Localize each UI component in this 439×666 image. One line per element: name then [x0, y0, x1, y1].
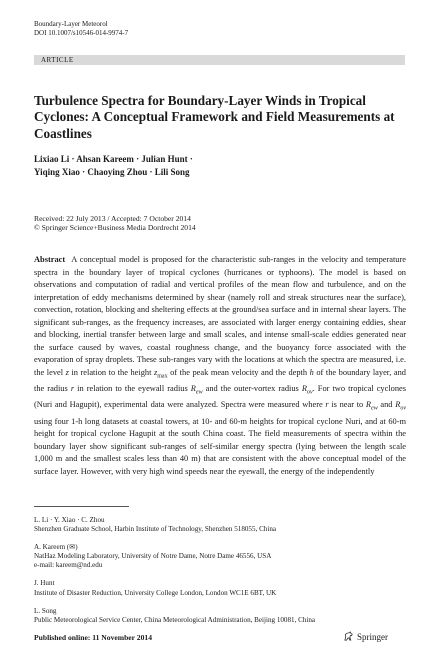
received-dates: Received: 22 July 2013 / Accepted: 7 October 2014 [34, 214, 191, 223]
affiliation-names: J. Hunt [34, 579, 55, 588]
affiliation-names: L. Song [34, 606, 57, 615]
math-R-ov-sub: ov [400, 406, 406, 413]
publisher-name: Springer [357, 631, 388, 642]
math-R-ov: R [301, 384, 307, 394]
affiliation-names: A. Kareem (✉) [34, 543, 78, 552]
published-online: Published online: 11 November 2014 [34, 633, 152, 642]
affiliations [34, 516, 406, 634]
affiliation-2 [34, 543, 406, 570]
author-list [34, 153, 406, 180]
abstract-text: and the outer-vortex radius [202, 384, 302, 394]
abstract-text: using four 1-h long datasets at coastal towers, at 10- and 60-m heights for tropical cyclone Nuri, and at 60-m height for tropical cyclone Hagupit at the south China coast. The field measurements of spectra within the boundary layer show significant sub-ranges of self-similar energy spectra (lying between the length scale 1,000 m and the smallest scales less than 40 m) that are consistent with the above conceptual model of the surface layer. However, with very high wind speeds near the eyewall, the energy of the independently [34, 416, 406, 476]
abstract-text: in relation to the eyewall radius [74, 384, 191, 394]
math-r: r [325, 400, 329, 410]
math-R-ew-sub: ew [195, 389, 203, 396]
affiliation-address: Institute of Disaster Reduction, University College London, London WC1E 6BT, UK [34, 588, 277, 597]
journal-name: Boundary-Layer Meteorol [34, 20, 108, 28]
affiliation-email[interactable]: e-mail: kareem@nd.edu [34, 561, 103, 570]
math-zmax: z [153, 367, 158, 377]
affiliation-address: Shenzhen Graduate School, Harbin Institute of Technology, Shenzhen 518055, China [34, 525, 277, 534]
abstract-text: A conceptual model is proposed for the characteristic sub-ranges in the velocity and temperature spectra in the boundary layer of tropical cyclones (hurricanes or typhoons). The model is based on observations and computation of radial and vertical profiles of the mean flow and turbulence, and on the interpretation of eddy mechanisms determined by shear (namely roll and streak structures near the surface), convection, rotation, blocking and sheltering effects at the ground/sea surface and in internal shear layers. The significant sub-ranges, as the frequency increases, are associated with larger energy containing eddies, shear and blocking, inertial transfer between large and small scales, and intense small-scale eddies generated near the surface caused by waves, coastal roughness change, and the buoyancy force associated with the evaporation of spray droplets. These sub-ranges vary with the locations at which the spectra are measured, i.e. the level [34, 255, 406, 377]
math-r: r [70, 384, 75, 394]
affiliation-address: NatHaz Modeling Laboratory, University of Notre Dame, Notre Dame 46556, USA [34, 552, 272, 561]
springer-horse-icon [343, 631, 354, 642]
author-line-2: Yiqing Xiao · Chaoying Zhou · Lili Song [34, 167, 190, 178]
math-R-ov-sub: ov [306, 389, 313, 396]
affiliation-4 [34, 607, 406, 625]
math-zmax-sub: max [157, 373, 168, 380]
publisher-logo [343, 631, 388, 642]
copyright: © Springer Science+Business Media Dordrecht 2014 [34, 223, 196, 233]
article-type-bar [34, 55, 405, 65]
footnote-divider [34, 506, 129, 507]
math-z: z [65, 367, 69, 377]
affiliation-names: L. Li · Y. Xiao · C. Zhou [34, 516, 105, 524]
abstract-text: is near to [328, 400, 366, 410]
abstract-text: in relation to the height [68, 367, 154, 377]
math-R-ov: R [395, 400, 401, 410]
math-R-ew: R [190, 384, 196, 394]
author-line-1: Lixiao Li · Ahsan Kareem · Julian Hunt · [34, 154, 193, 164]
abstract-label: Abstract [34, 255, 66, 264]
abstract [34, 254, 406, 478]
abstract-text: of the boundary layer, and the radius [34, 367, 406, 394]
paper-title: Turbulence Spectra for Boundary-Layer Winds in Tropical Cyclones: A Conceptual Framework and Field Measurements at Coastlines [34, 93, 395, 141]
math-h: h [309, 367, 314, 377]
received-info [34, 214, 406, 232]
abstract-text: and [377, 400, 396, 410]
affiliation-1 [34, 516, 406, 534]
doi: DOI 10.1007/s10546-014-9974-7 [34, 29, 129, 37]
abstract-text: . For two tropical cyclones (Nuri and Hagupit), experimental data were analyzed. Spectra were measured where [34, 384, 407, 410]
affiliation-3 [34, 579, 406, 597]
article-type-label: ARTICLE [41, 56, 74, 64]
journal-header [34, 20, 128, 38]
math-R-ew: R [365, 400, 372, 410]
abstract-text: of the peak mean velocity and the depth [167, 367, 310, 377]
math-R-ew-sub: ew [371, 406, 378, 413]
affiliation-address: Public Meteorological Service Center, China Meteorological Administration, Beijing 10081, China [34, 615, 316, 624]
